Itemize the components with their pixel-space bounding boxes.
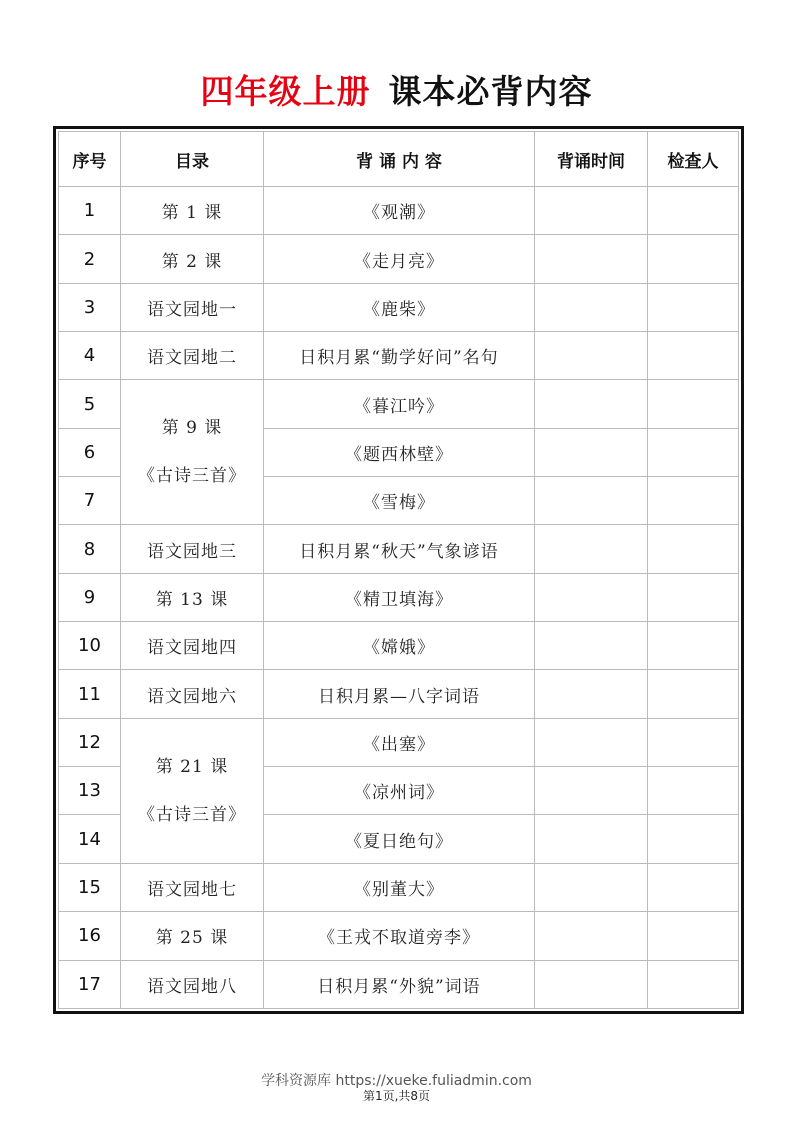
- row-content: 《暮江吟》: [264, 380, 535, 428]
- row-check-cell[interactable]: [648, 380, 739, 428]
- table-frame: [53, 126, 744, 1014]
- row-num: 17: [59, 960, 121, 1009]
- table-row: [59, 960, 739, 1009]
- row-time-cell[interactable]: [535, 912, 648, 960]
- row-num: 11: [59, 670, 121, 718]
- row-time-cell[interactable]: [535, 815, 648, 863]
- row-num: 14: [59, 815, 121, 863]
- row-num: 7: [59, 477, 121, 525]
- row-content: 《精卫填海》: [264, 573, 535, 621]
- row-check-cell[interactable]: [648, 863, 739, 911]
- header-content: 背 诵 内 容: [264, 132, 535, 187]
- row-num: 1: [59, 187, 121, 235]
- header-time: 背诵时间: [535, 132, 648, 187]
- footer-page-number: 第1页,共8页: [362, 1089, 431, 1103]
- row-check-cell[interactable]: [648, 815, 739, 863]
- table-row: [59, 235, 739, 283]
- page-title: [0, 68, 793, 116]
- row-dir: 语文园地六: [121, 670, 264, 718]
- row-dir-merged: [121, 718, 264, 863]
- footer-site: 学科资源库 https://xueke.fuliadmin.com: [261, 1073, 532, 1089]
- row-num: 2: [59, 235, 121, 283]
- row-content: 《夏日绝句》: [264, 815, 535, 863]
- table-row: [59, 283, 739, 331]
- table-row: [59, 863, 739, 911]
- row-dir-merged: [121, 380, 264, 525]
- row-content: 《出塞》: [264, 718, 535, 766]
- row-time-cell[interactable]: [535, 187, 648, 235]
- row-num: 6: [59, 428, 121, 476]
- row-dir: 语文园地七: [121, 863, 264, 911]
- row-dir: 语文园地八: [121, 960, 264, 1009]
- row-check-cell[interactable]: [648, 573, 739, 621]
- table-row: [59, 573, 739, 621]
- row-time-cell[interactable]: [535, 332, 648, 380]
- row-content: 《别董大》: [264, 863, 535, 911]
- title-grade: 四年级上册: [200, 72, 371, 111]
- row-time-cell[interactable]: [535, 525, 648, 573]
- row-content: 日积月累—八字词语: [264, 670, 535, 718]
- row-check-cell[interactable]: [648, 670, 739, 718]
- row-check-cell[interactable]: [648, 767, 739, 815]
- row-time-cell[interactable]: [535, 283, 648, 331]
- row-time-cell[interactable]: [535, 380, 648, 428]
- row-num: 16: [59, 912, 121, 960]
- row-content: 日积月累“勤学好问”名句: [264, 332, 535, 380]
- row-num: 15: [59, 863, 121, 911]
- row-num: 3: [59, 283, 121, 331]
- row-check-cell[interactable]: [648, 718, 739, 766]
- dir-poems: 《古诗三首》: [138, 466, 246, 487]
- row-time-cell[interactable]: [535, 670, 648, 718]
- row-dir: 第 1 课: [121, 187, 264, 235]
- row-content: 《凉州词》: [264, 767, 535, 815]
- table-row: [59, 718, 739, 766]
- header-num: 序号: [59, 132, 121, 187]
- row-check-cell[interactable]: [648, 622, 739, 670]
- table-row: [59, 187, 739, 235]
- row-time-cell[interactable]: [535, 960, 648, 1009]
- table-row: [59, 912, 739, 960]
- row-check-cell[interactable]: [648, 283, 739, 331]
- row-time-cell[interactable]: [535, 767, 648, 815]
- row-check-cell[interactable]: [648, 428, 739, 476]
- row-content: 《观潮》: [264, 187, 535, 235]
- row-dir: 第 2 课: [121, 235, 264, 283]
- row-check-cell[interactable]: [648, 960, 739, 1009]
- row-time-cell[interactable]: [535, 235, 648, 283]
- row-content: 《鹿柴》: [264, 283, 535, 331]
- table-row: [59, 622, 739, 670]
- row-num: 13: [59, 767, 121, 815]
- table-row: [59, 670, 739, 718]
- row-dir: 语文园地二: [121, 332, 264, 380]
- row-num: 4: [59, 332, 121, 380]
- row-check-cell[interactable]: [648, 912, 739, 960]
- row-check-cell[interactable]: [648, 525, 739, 573]
- dir-poems: 《古诗三首》: [138, 804, 246, 825]
- row-content: 《雪梅》: [264, 477, 535, 525]
- row-num: 9: [59, 573, 121, 621]
- row-content: 日积月累“外貌”词语: [264, 960, 535, 1009]
- row-dir: 语文园地一: [121, 283, 264, 331]
- title-subject: 课本必背内容: [388, 72, 593, 111]
- row-content: 日积月累“秋天”气象谚语: [264, 525, 535, 573]
- row-check-cell[interactable]: [648, 477, 739, 525]
- row-dir: 第 13 课: [121, 573, 264, 621]
- row-content: 《题西林壁》: [264, 428, 535, 476]
- row-content: 《王戎不取道旁李》: [264, 912, 535, 960]
- row-check-cell[interactable]: [648, 187, 739, 235]
- row-content: 《走月亮》: [264, 235, 535, 283]
- row-time-cell[interactable]: [535, 718, 648, 766]
- dir-lesson: 第 9 课: [161, 418, 223, 439]
- row-num: 5: [59, 380, 121, 428]
- header-check: 检查人: [648, 132, 739, 187]
- table-header-row: [59, 132, 739, 187]
- row-time-cell[interactable]: [535, 428, 648, 476]
- row-num: 12: [59, 718, 121, 766]
- header-dir: 目录: [121, 132, 264, 187]
- row-time-cell[interactable]: [535, 863, 648, 911]
- row-dir: 第 25 课: [121, 912, 264, 960]
- row-check-cell[interactable]: [648, 332, 739, 380]
- row-dir: 语文园地三: [121, 525, 264, 573]
- recitation-table: [58, 131, 739, 1009]
- table-row: [59, 332, 739, 380]
- row-time-cell[interactable]: [535, 622, 648, 670]
- row-time-cell[interactable]: [535, 573, 648, 621]
- table-row: [59, 380, 739, 428]
- row-num: 8: [59, 525, 121, 573]
- row-check-cell[interactable]: [648, 235, 739, 283]
- table-row: [59, 525, 739, 573]
- dir-lesson: 第 21 课: [155, 756, 229, 777]
- row-content: 《嫦娥》: [264, 622, 535, 670]
- row-time-cell[interactable]: [535, 477, 648, 525]
- row-dir: 语文园地四: [121, 622, 264, 670]
- row-num: 10: [59, 622, 121, 670]
